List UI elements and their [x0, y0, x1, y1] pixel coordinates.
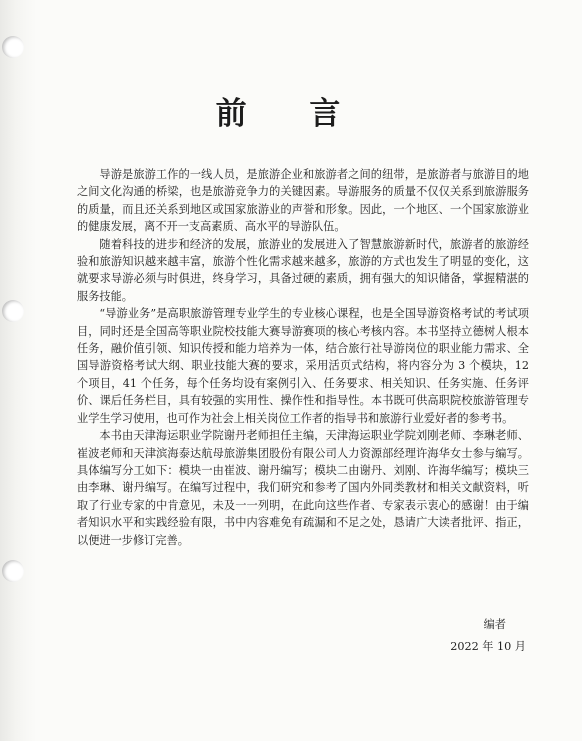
binding-hole — [2, 36, 24, 58]
paragraph: 随着科技的进步和经济的发展，旅游业的发展进入了智慧旅游新时代，旅游者的旅游经验和旅游知识越来越丰富，旅游个性化需求越来越多，旅游的方式也发生了明显的变化，这就要求导游必须与时俱进，终身学习，具备过硬的素质，拥有强大的知识储备，掌握精湛的服务技能。 — [77, 237, 529, 303]
signature-author: 编者 — [483, 618, 506, 631]
signature-date: 2022 年 10 月 — [450, 640, 526, 653]
page-title: 前 言 — [215, 96, 367, 132]
paragraph: 导游是旅游工作的一线人员，是旅游企业和旅游者之间的纽带，是旅游者与旅游目的地之间文化沟通的桥梁，也是旅游竞争力的关键因素。导游服务的质量不仅仅关系到旅游服务的质量，而且还关系到地区或国家旅游业的声誉和形象。因此，一个地区、一个国家旅游业的健康发展，离不开一支高素质、高水平的导游队伍。 — [77, 168, 529, 234]
preface-body — [77, 166, 529, 549]
paragraph: “导游业务”是高职旅游管理专业学生的专业核心课程，也是全国导游资格考试的考试项目，同时还是全国高等职业院校技能大赛导游赛项的核心考核内容。本书坚持立德树人根本任务，融价值引领、知识传授和能力培养为一体，结合旅行社导游岗位的职业能力需求、全国导游资格考试大纲、职业技能大赛的要求，采用活页式结构，将内容分为 3 个模块，12 个项目，41 个任务，每个任务均设有案例引入、任务要求、相关知识、任务实施、任务评价、课后任务栏目，具有较强的实用性、操作性和指导性。本书既可供高职院校旅游管理专业学生学习使用，也可作为社会上相关岗位工作者的指导书和旅游行业爱好者的参考书。 — [77, 307, 529, 425]
paragraph: 本书由天津海运职业学院谢丹老师担任主编，天津海运职业学院刘刚老师、李琳老师、崔波老师和天津滨海泰达航母旅游集团股份有限公司人力资源部经理许海华女士参与编写。具体编写分工如下：模块一由崔波、谢丹编写；模块二由谢丹、刘刚、许海华编写；模块三由李琳、谢丹编写。在编写过程中，我们研究和参考了国内外同类教材和相关文献资料，听取了行业专家的中肯意见，未及一一列明，在此向这些作者、专家表示衷心的感谢！由于编者知识水平和实践经验有限，书中内容难免有疏漏和不足之处，恳请广大读者批评、指正，以便进一步修订完善。 — [77, 429, 529, 547]
binding-hole — [2, 300, 24, 322]
binding-hole — [2, 560, 24, 582]
